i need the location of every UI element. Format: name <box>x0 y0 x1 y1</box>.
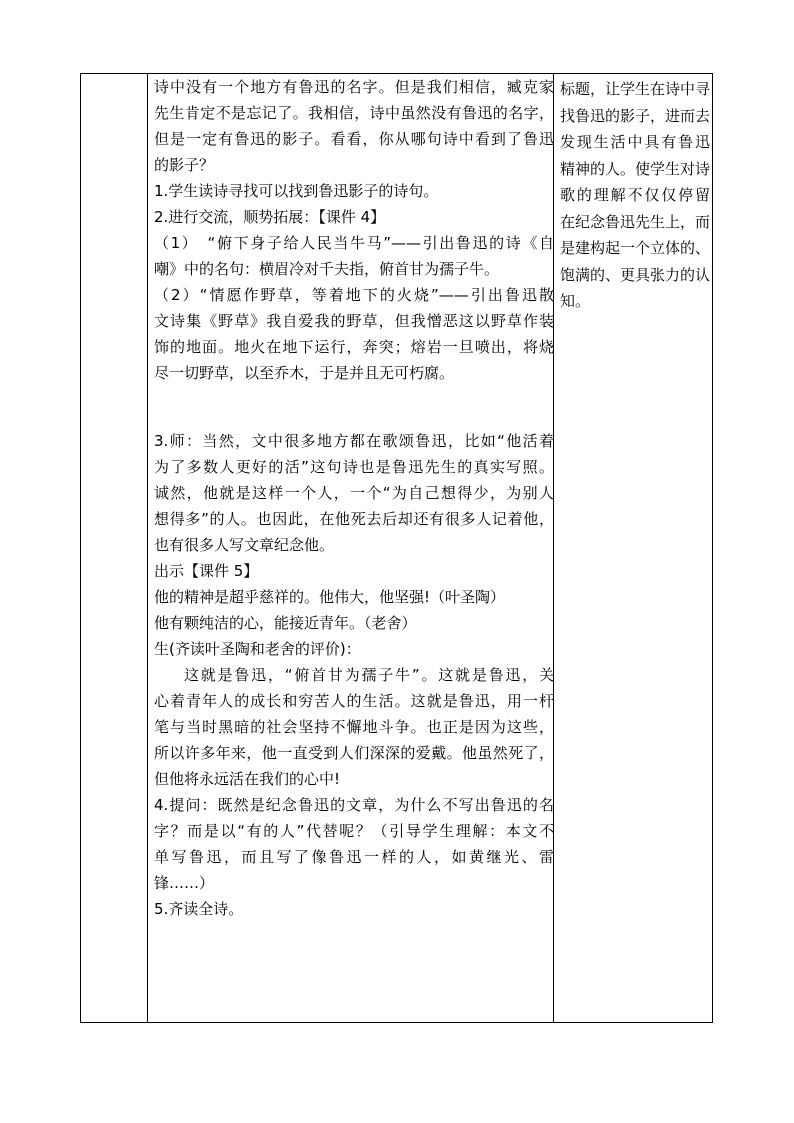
text-line: 但是一定有鲁迅的影子。看看，你从哪句诗中看到了鲁迅 <box>154 130 554 148</box>
text-line: 嘲》中的名句：横眉冷对千夫指，俯首甘为孺子牛。 <box>154 260 500 278</box>
text-line: 标题，让学生在诗中寻 <box>560 80 710 98</box>
text-line: 找鲁迅的影子，进而去 <box>560 106 710 125</box>
blank-line <box>154 386 554 428</box>
text-line: （2）“情愿作野草，等着地下的火烧”——引出鲁迅散 <box>154 286 554 304</box>
text-line: 是建构起一个立体的、 <box>560 239 710 257</box>
text-line: 想得多”的人。也因此，在他死去后却还有很多人记着他， <box>154 510 554 528</box>
table-right-border <box>712 74 713 1022</box>
step-5: 5.齐读全诗。 <box>154 900 244 918</box>
table-left-border <box>80 74 81 1022</box>
text-line: 歌的理解不仅仅停留 <box>560 186 710 204</box>
table-column-divider <box>147 74 148 1022</box>
teaching-process-cell <box>154 74 554 922</box>
design-intent-cell <box>560 76 710 315</box>
step-3: 3.师：当然，文中很多地方都在歌颂鲁迅，比如“他活着 <box>154 432 554 450</box>
text-line: 饱满的、更具张力的认 <box>560 265 710 284</box>
text-line: 单写鲁迅，而且写了像鲁迅一样的人，如黄继光、雷 <box>154 848 554 866</box>
text-line: 也有很多人写文章纪念他。 <box>154 536 335 554</box>
text-line: 字？而是以“有的人”代替呢？（引导学生理解：本文不 <box>154 822 554 840</box>
text-line: （1） “俯下身子给人民当牛马”——引出鲁迅的诗《自 <box>154 234 554 252</box>
text-line: 诚然，他就是这样一个人，一个“为自己想得少，为别人 <box>154 484 554 502</box>
text-line: 尽一切野草，以至乔木，于是并且无可朽腐。 <box>154 364 455 382</box>
text-line: 心着青年人的成长和穷苦人的生活。这就是鲁迅，用一杆 <box>154 692 554 710</box>
step-1: 1.学生读诗寻找可以找到鲁迅影子的诗句。 <box>154 182 439 200</box>
text-line: 饰的地面。地火在地下运行，奔突；熔岩一旦喷出，将烧 <box>154 338 554 356</box>
text-line: 先生肯定不是忘记了。我相信，诗中虽然没有鲁迅的名字， <box>154 104 554 122</box>
text-line: 笔与当时黑暗的社会坚持不懈地斗争。也正是因为这些， <box>154 718 554 736</box>
text-line: 的影子？ <box>154 156 215 174</box>
text-line: 精神的人。使学生对诗 <box>560 159 710 178</box>
text-line: 在纪念鲁迅先生上，而 <box>560 212 710 231</box>
text-line: 但他将永远活在我们的心中! <box>154 770 341 788</box>
text-line: 知。 <box>560 292 591 310</box>
text-line: 诗中没有一个地方有鲁迅的名字。但是我们相信，臧克家 <box>154 78 554 96</box>
slide-5-label: 出示【课件 5】 <box>154 562 259 580</box>
quote-lao-she: 他有颗纯洁的心，能接近青年。（老舍） <box>154 614 417 632</box>
text-line: 锋……） <box>154 874 215 892</box>
text-line: 这就是鲁迅，“俯首甘为孺子牛”。这就是鲁迅，关 <box>184 666 554 684</box>
step-2: 2.进行交流，顺势拓展：【课件 4】 <box>154 208 386 226</box>
step-4: 4.提问：既然是纪念鲁迅的文章，为什么不写出鲁迅的名 <box>154 796 554 814</box>
text-line: 生(齐读叶圣陶和老舍的评价)： <box>154 640 361 658</box>
lesson-plan-table <box>80 73 713 1023</box>
text-line: 发现生活中具有鲁迅 <box>560 133 710 151</box>
text-line: 为了多数人更好的活”这句诗也是鲁迅先生的真实写照。 <box>154 458 554 476</box>
quote-ye-shengtao: 他的精神是超乎慈祥的。他伟大，他坚强!（叶圣陶） <box>154 588 506 606</box>
text-line: 文诗集《野草》我自爱我的野草，但我憎恶这以野草作装 <box>154 312 554 330</box>
text-line: 所以许多年来，他一直受到人们深深的爱戴。他虽然死了， <box>154 744 554 762</box>
